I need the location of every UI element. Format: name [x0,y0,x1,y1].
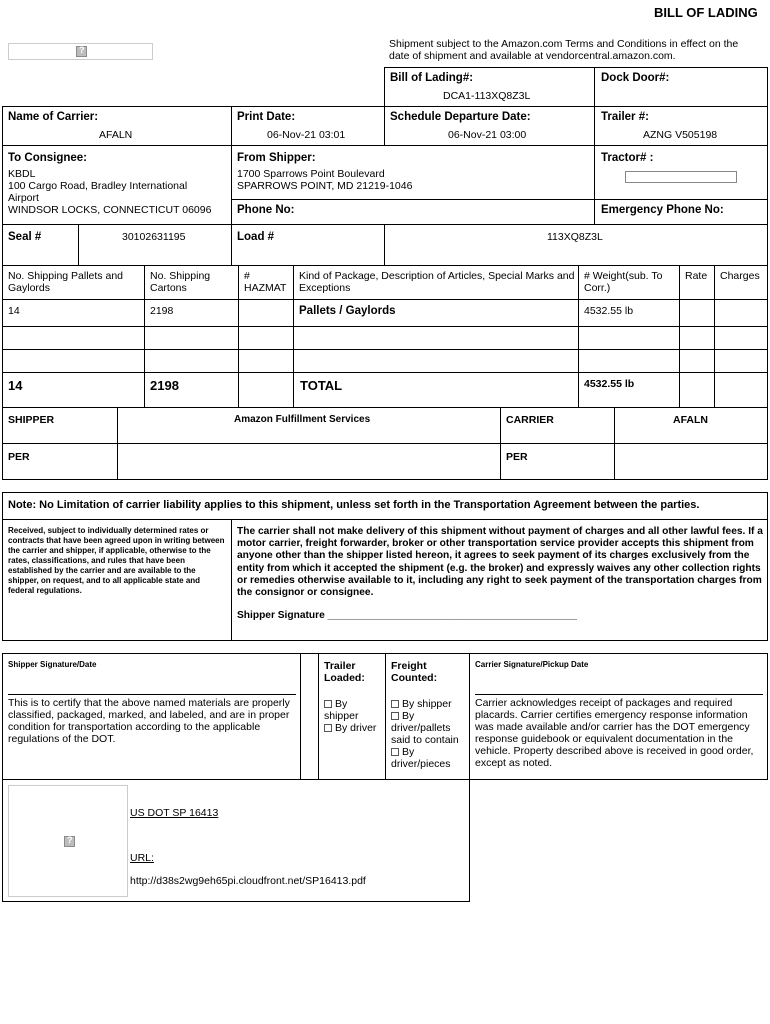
per-carrier-value-cell [614,443,768,480]
row1-hazmat-cell [238,299,294,327]
bol-cell [384,67,595,107]
th-weight [578,265,680,300]
consignee-line-4: WINDSOR LOCKS, CONNECTICUT 06096 [8,204,212,216]
total-label-cell [293,372,579,408]
shipper-line-1: 1700 Sparrows Point Boulevard [237,168,385,180]
th-hazmat [238,265,294,300]
th-rate-text: Rate [685,270,708,282]
departure-value: 06-Nov-21 03:00 [448,129,527,141]
th-charges-text: Charges [720,270,760,282]
received-terms-cell [2,519,232,641]
consignee-label: To Consignee: [8,152,88,164]
carrier-notice-text: The carrier shall not make delivery of this shipment without payment of charges and all other lawful fees. If a motor carrier, freight forwarder, broker or other transportation service provider accepts this shipment from anyone other than the shipper listed hereon, it agrees to seek payment of its charges exclusively from the entity from which it accepted the shipment (e.g. the broker) and expressly waives any other collection rights or remedies otherwise available to it, including any right to seek payment of the transportation charges from the consignor or consignee. [237,526,763,599]
terms-line-1: Shipment subject to the Amazon.com Terms and Conditions in effect on the [389,38,739,50]
dot-url[interactable]: http://d38s2wg9eh65pi.cloudfront.net/SP16413.pdf [130,875,366,887]
row1-cartons: 2198 [150,305,174,317]
received-terms-text: Received, subject to individually determined rates or contracts that have been agreed upon in writing between the carrier and shipper, if applicable, otherwise to the rates, classifications, and rules that have been established by the carrier and are available to the shipper, on request, and to all applicable state and federal regulations. [8,526,225,595]
option-by-shipper[interactable] [324,698,384,722]
total-weight-cell [578,372,680,408]
spacer-cell [300,653,319,780]
total-rate-cell [679,372,715,408]
th-cartons-text: No. Shipping Cartons [150,270,211,294]
shipper-line-2: SPARROWS POINT, MD 21219-1046 [237,180,413,192]
trailer-loaded-label: Trailer Loaded: [324,660,365,684]
consignee-line-1: KBDL [8,168,36,180]
row1-description: Pallets / Gaylords [299,305,396,317]
seal-label-cell [2,224,79,266]
carrier-sig-label: Carrier Signature/Pickup Date [475,660,589,669]
th-charges [714,265,768,300]
th-rate [679,265,715,300]
signoff-carrier-label: CARRIER [506,414,554,426]
row1-desc-cell [293,299,579,327]
tractor-input[interactable] [625,171,737,183]
dock-door-label: Dock Door#: [601,72,670,84]
trailer-loaded-cell [318,653,386,780]
row1-pallets: 14 [8,305,20,317]
total-cartons-cell [144,372,239,408]
shipper-sig-date-label: Shipper Signature/Date [8,660,97,669]
th-hazmat-text: # HAZMAT [244,270,287,294]
barcode-image-placeholder [8,43,153,60]
terms-line-2: date of shipment and available at vendorcentral.amazon.com. [389,50,676,62]
load-label: Load # [237,231,275,243]
per-carrier-label-cell [500,443,615,480]
signoff-carrier-value-cell [614,407,768,444]
row1-weight-cell [578,299,680,327]
empty-cell [2,349,145,373]
signoff-carrier-label-cell [500,407,615,444]
load-label-cell [231,224,385,266]
emergency-phone-cell [594,199,768,225]
consignee-line-2: 100 Cargo Road, Bradley International [8,180,188,192]
broken-image-icon [76,46,87,57]
empty-cell [679,326,715,350]
carrier-notice-cell [231,519,768,641]
freight-counted-cell [385,653,470,780]
certify-text: This is to certify that the above named materials are properly classified, packaged, marked, and labeled, and are in proper condition for transportation according to the applicable regulations of the DOT. [8,697,290,745]
consignee-address [8,168,211,216]
tractor-label: Tractor# : [601,152,654,164]
dot-sp-text: US DOT SP 16413 [130,807,219,819]
per-shipper-value-cell [117,443,501,480]
terms-notice [389,38,738,62]
empty-cell [238,326,294,350]
carrier-label: Name of Carrier: [8,111,99,123]
checkbox-icon[interactable] [391,700,399,708]
per-shipper-label: PER [8,451,30,463]
signoff-shipper-label: SHIPPER [8,414,55,426]
signoff-shipper-value: Amazon Fulfillment Services [234,414,371,425]
carrier-sig-cell [469,653,768,780]
th-pallets [2,265,145,300]
checkbox-icon[interactable] [391,748,399,756]
dot-url-label [130,852,154,864]
checkbox-icon[interactable] [324,700,332,708]
option-fc-by-driver-pallets[interactable] [391,710,469,746]
trailer-label: Trailer #: [601,111,649,123]
shipper-address [237,168,412,192]
total-label: TOTAL [300,378,343,393]
shipper-label: From Shipper: [237,152,316,164]
freight-counted-options [391,698,469,770]
th-cartons [144,265,239,300]
empty-cell [144,326,239,350]
th-description-text: Kind of Package, Description of Articles, Special Marks and Exceptions [299,270,575,294]
option-by-driver[interactable] [324,722,384,734]
checkbox-icon[interactable] [324,724,332,732]
empty-cell [2,326,145,350]
dock-door-cell [594,67,768,107]
bol-label: Bill of Lading#: [390,72,474,84]
consignee-line-3: Airport [8,192,39,204]
carrier-cell [2,106,232,146]
shipper-cell [231,145,595,200]
emergency-phone-label: Emergency Phone No: [601,204,724,216]
trailer-loaded-options [324,698,384,734]
empty-cell [578,326,680,350]
load-value: 113XQ8Z3L [547,231,603,243]
dot-url-label-text: URL: [130,852,154,864]
empty-cell [293,326,579,350]
print-date-cell [231,106,385,146]
empty-cell [679,349,715,373]
trailer-value: AZNG V505198 [643,129,718,141]
consignee-cell [2,145,232,225]
per-shipper-label-cell [2,443,118,480]
liability-note: Note: No Limitation of carrier liability applies to this shipment, unless set forth in the Transportation Agreement between the parties. [8,499,700,511]
fc-by-shipper-text: By shipper [402,698,452,710]
row1-weight: 4532.55 lb [584,305,634,317]
print-date-value: 06-Nov-21 03:01 [267,129,346,141]
seal-label: Seal # [8,231,42,243]
th-weight-text: # Weight(sub. To Corr.) [584,270,663,294]
row1-charges-cell [714,299,768,327]
empty-cell [714,349,768,373]
fc-by-driver-pieces-text: By driver/pieces [391,746,451,770]
table-row [2,299,145,327]
th-description [293,265,579,300]
option-fc-by-shipper[interactable] [391,698,469,710]
total-hazmat-cell [238,372,294,408]
empty-cell [293,349,579,373]
total-charges-cell [714,372,768,408]
th-pallets-text: No. Shipping Pallets and Gaylords [8,270,123,294]
seal-value: 30102631195 [122,231,186,243]
phone-label: Phone No: [237,204,295,216]
bol-value: DCA1-113XQ8Z3L [443,90,531,102]
empty-cell [144,349,239,373]
freight-counted-label: Freight Counted: [391,660,438,684]
seal-value-cell [78,224,232,266]
empty-cell [238,349,294,373]
trailer-cell [594,106,768,146]
total-pallets-cell [2,372,145,408]
by-driver-text: By driver [335,722,377,734]
signoff-carrier-value: AFALN [673,414,708,426]
broken-image-icon [64,836,75,847]
carrier-ack-text: Carrier acknowledges receipt of packages and required placards. Carrier certifies emergency response information was made available and/or carrier has the DOT emergency response guidebook or equivalent documentation in the vehicle. Property described above is received in good order, except as noted. [475,697,754,769]
signoff-shipper-value-cell [117,407,501,444]
carrier-value: AFALN [99,129,133,141]
dot-sp-link[interactable] [130,807,218,819]
tractor-cell [594,145,768,200]
departure-cell [384,106,595,146]
row1-cartons-cell [144,299,239,327]
load-value-cell [384,224,768,266]
empty-cell [714,326,768,350]
per-carrier-label: PER [506,451,528,463]
shipper-sig-date-cell [2,653,301,780]
total-weight: 4532.55 lb [584,378,635,390]
dot-permit-cell [2,779,470,902]
liability-note-cell [2,492,768,520]
checkbox-icon[interactable] [391,712,399,720]
row1-rate-cell [679,299,715,327]
total-pallets: 14 [8,378,23,393]
print-date-label: Print Date: [237,111,296,123]
departure-label: Schedule Departure Date: [390,111,531,123]
shipper-signature-line: Shipper Signature ____________________________________________ [237,610,577,621]
fc-by-driver-pallets-text: By driver/pallets said to contain [391,710,459,746]
phone-cell [231,199,595,225]
option-fc-by-driver-pieces[interactable] [391,746,469,770]
shipper-sig-line [8,694,296,695]
total-cartons: 2198 [150,378,179,393]
by-shipper-text: By shipper [324,698,359,722]
empty-cell [578,349,680,373]
document-title: BILL OF LADING [654,5,758,20]
dot-image-placeholder [8,785,128,897]
carrier-sig-line [475,694,763,695]
signoff-shipper-label-cell [2,407,118,444]
